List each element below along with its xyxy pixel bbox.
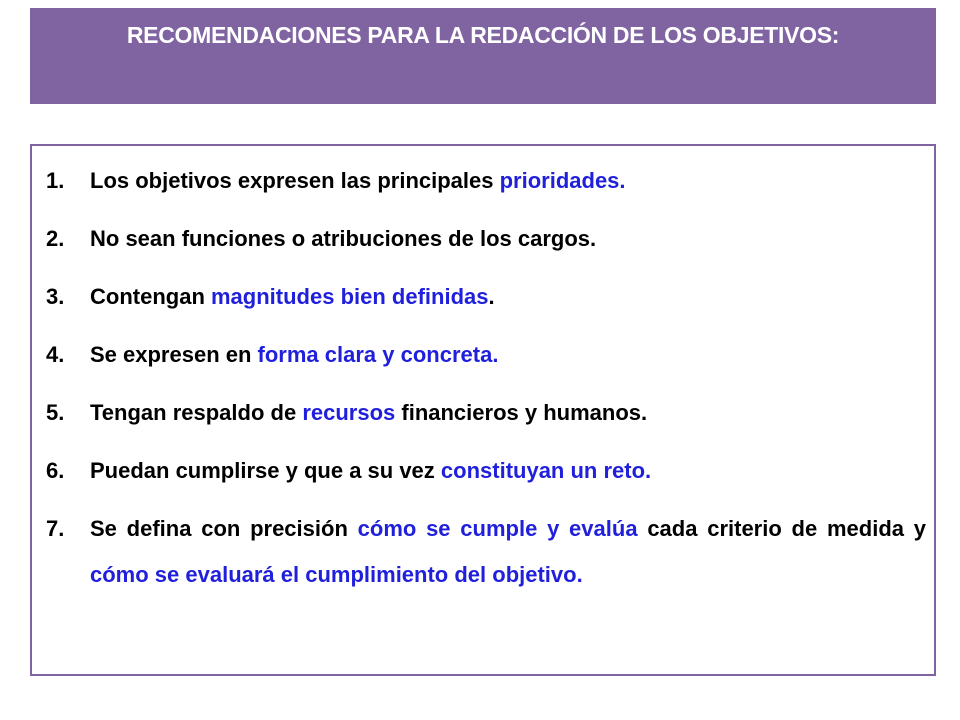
item-highlight: forma clara y concreta. [257,342,499,367]
item-highlight: cómo se evaluará el cumplimiento del objetivo. [90,562,583,587]
item-text: . [488,284,495,309]
item-text: financieros y humanos. [395,400,648,425]
item-highlight: prioridades. [499,168,626,193]
list-item [46,282,926,312]
list-item [46,340,926,370]
item-number: 5. [46,400,65,425]
item-text: cada criterio de medida y [637,516,926,541]
item-text: Tengan respaldo de [90,400,303,425]
recommendations-list [46,166,926,626]
title-banner [30,8,936,104]
item-text: Se defina con precisión [90,516,358,541]
item-text: Se expresen en [90,342,258,367]
item-number: 1. [46,168,65,193]
item-number: 6. [46,458,65,483]
list-item [46,166,926,196]
item-number: 7. [46,516,65,541]
list-item [46,506,926,598]
item-highlight: cómo se cumple y evalúa [357,516,638,541]
item-text: Los objetivos expresen las principales [90,168,500,193]
list-item [46,224,926,254]
item-highlight: recursos [302,400,396,425]
item-highlight: constituyan un reto. [440,458,652,483]
item-highlight: magnitudes bien definidas [211,284,489,309]
list-item [46,456,926,486]
item-text: No sean funciones o atribuciones de los cargos. [90,226,597,251]
list-item [46,398,926,428]
item-number: 3. [46,284,65,309]
item-text: Contengan [90,284,211,309]
item-text: Puedan cumplirse y que a su vez [90,458,441,483]
item-number: 2. [46,226,65,251]
recommendations-panel [30,144,936,676]
page-title: RECOMENDACIONES PARA LA REDACCIÓN DE LOS OBJETIVOS: [126,22,840,48]
item-number: 4. [46,342,65,367]
